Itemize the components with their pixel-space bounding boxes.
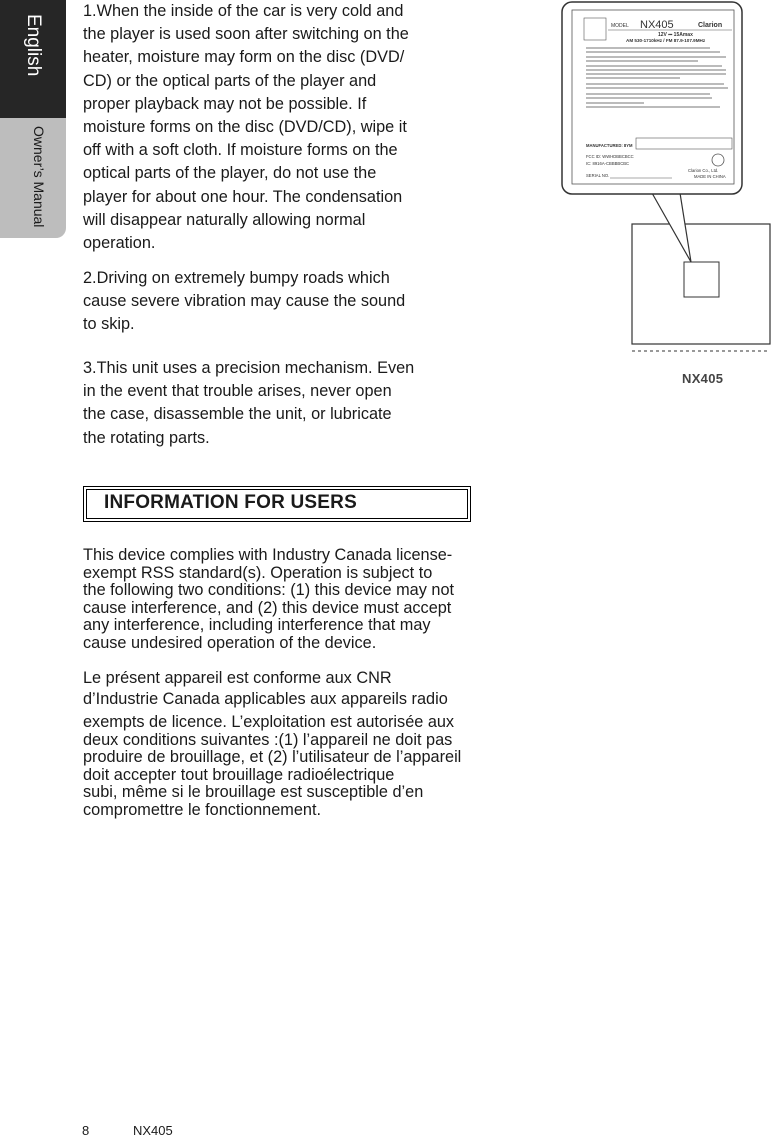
model-label-text: MODEL [611,23,629,29]
note-item-3 [83,357,463,450]
note-item-1 [83,0,463,255]
note-line: CD) or the optical parts of the player and [83,71,377,90]
note-line: optical parts of the player, do not use the [83,164,377,183]
text-line: compromettre le fonctionnement. [83,800,322,819]
note-line: will disappear naturally allowing normal [83,210,366,229]
ic-text: IC: 8916A-CBBBBCBC [586,161,630,166]
power-rating-text: 12V ⎓ 15Amax [658,32,693,38]
french-compliance-text-b [83,714,513,820]
note-line: the player is used soon after switching on the [83,25,409,44]
text-line: doit accepter tout brouillage radioélectrique [83,765,395,784]
french-compliance-text-a [83,668,513,710]
note-line: operation. [83,234,156,253]
language-tab [0,0,66,118]
product-label-illustration [560,0,772,400]
text-line: cause interference, and (2) this device must accept [83,598,452,617]
manufactured-text: MANUFACTURED: 8YM [586,143,633,148]
info-heading: INFORMATION FOR USERS [104,492,357,513]
note-line: 1.When the inside of the car is very cold and [83,2,404,20]
note-line: heater, moisture may form on the disc (DVD/ [83,48,405,67]
text-line: deux conditions suivantes :(1) l’appareil ne doit pas [83,730,453,749]
band-range-text: AM 530-1710kHz / FM 87.9-107.9MHz [626,38,706,43]
text-line: any interference, including interference that may [83,616,431,635]
text-line: produire de brouillage, et (2) l’utilisateur de l’appareil [83,748,462,767]
note-line: player for about one hour. The condensation [83,187,403,206]
note-item-2 [83,267,463,337]
text-line: d’Industrie Canada applicables aux appareils radio [83,690,448,708]
fcc-id-text: FCC ID: WWHDBBCBCC [586,154,634,159]
page-number: 8 [82,1123,90,1138]
language-tab-label: English [23,14,44,77]
text-line: exempts de licence. L’exploitation est autorisée aux [83,713,455,731]
label-location [684,262,719,297]
text-line: exempt RSS standard(s). Operation is subject to [83,563,433,582]
origin-text: MADE IN CHINA [694,174,726,179]
note-line: to skip. [83,315,135,334]
brand-text: Clarion [698,22,723,29]
maker-text: Clarion Co., Ltd. [688,168,719,173]
note-line: moisture forms on the disc (DVD/CD), wipe it [83,118,407,137]
english-compliance-text [83,547,513,653]
text-line: the following two conditions: (1) this device may not [83,581,455,600]
serial-label-text: SERIAL NO. [586,173,610,178]
text-line: subi, même si le brouillage est susceptible d’en [83,783,424,802]
info-heading-box [83,486,471,522]
model-name-text: NX405 [640,19,674,31]
manual-tab-label: Owner’s Manual [31,126,47,228]
note-line: 3.This unit uses a precision mechanism. Even [83,359,415,377]
note-line: proper playback may not be possible. If [83,94,367,113]
note-line: cause severe vibration may cause the sound [83,292,406,311]
note-line: the case, disassemble the unit, or lubricate [83,405,392,424]
note-line: the rotating parts. [83,428,210,447]
text-line: This device complies with Industry Canada license- [83,546,453,564]
text-line: Le présent appareil est conforme aux CNR [83,669,392,687]
illustration-caption: NX405 [682,371,724,386]
text-line: cause undesired operation of the device. [83,633,377,652]
manual-tab [0,118,66,238]
footer-model: NX405 [133,1123,173,1138]
note-line: off with a soft cloth. If moisture forms on the [83,141,398,160]
note-line: 2.Driving on extremely bumpy roads which [83,269,390,287]
note-line: in the event that trouble arises, never open [83,382,392,401]
